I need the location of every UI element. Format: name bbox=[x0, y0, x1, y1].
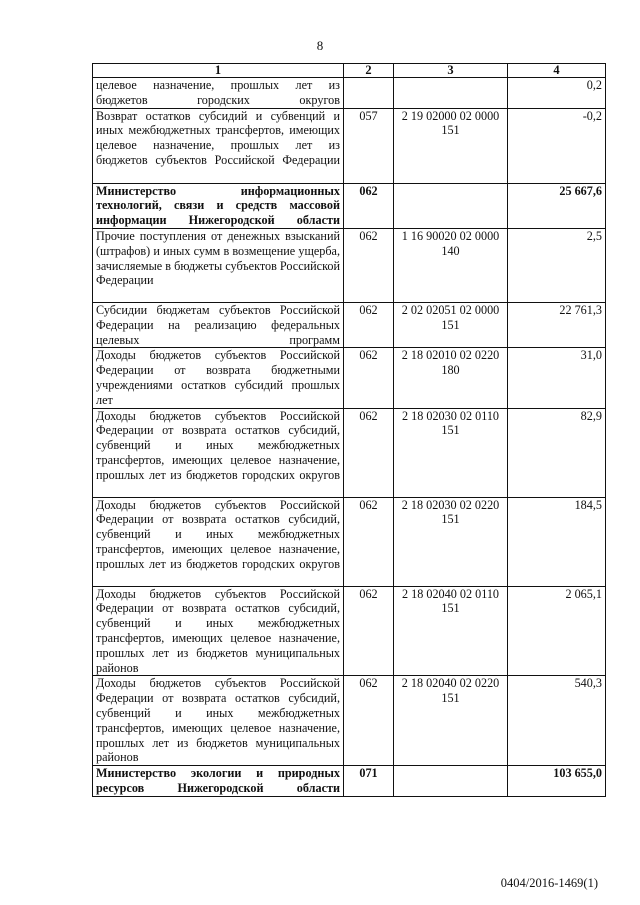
description-cell: Возврат остатков субсидий и субвенций и иных межбюджетных трансфертов, имеющих целевое назначение, прошлых лет из бюджетов субъектов Российской Федерации bbox=[93, 108, 344, 183]
amount-cell: 22 761,3 bbox=[508, 302, 606, 347]
admin-code-cell: 062 bbox=[344, 408, 394, 497]
column-header-1: 1 bbox=[93, 64, 344, 78]
description-cell: Доходы бюджетов субъектов Российской Федерации от возврата остатков субсидий, субвенций и иных межбюджетных трансфертов, имеющих целевое назначение, прошлых лет из бюджетов городских округов bbox=[93, 497, 344, 586]
table-row bbox=[93, 78, 606, 109]
column-header-3: 3 bbox=[394, 64, 508, 78]
amount-cell: 0,2 bbox=[508, 78, 606, 109]
admin-code-cell: 062 bbox=[344, 497, 394, 586]
amount-cell: 2 065,1 bbox=[508, 586, 606, 676]
budget-code-cell: 2 18 02010 02 0220 180 bbox=[394, 348, 508, 408]
amount-cell: 184,5 bbox=[508, 497, 606, 586]
table-header-row bbox=[93, 64, 606, 78]
budget-table bbox=[92, 63, 606, 797]
admin-code-cell: 062 bbox=[344, 302, 394, 347]
admin-code-cell: 062 bbox=[344, 586, 394, 676]
description-cell: Министерство информационных технологий, связи и средств массовой информации Нижегородской области bbox=[93, 183, 344, 228]
table-row bbox=[93, 676, 606, 766]
budget-code-cell bbox=[394, 183, 508, 228]
budget-code-cell: 2 18 02040 02 0110 151 bbox=[394, 586, 508, 676]
admin-code-cell: 062 bbox=[344, 348, 394, 408]
budget-code-cell bbox=[394, 78, 508, 109]
admin-code-cell: 071 bbox=[344, 766, 394, 797]
budget-code-cell: 2 18 02030 02 0220 151 bbox=[394, 497, 508, 586]
budget-code-cell: 2 18 02040 02 0220 151 bbox=[394, 676, 508, 766]
admin-code-cell: 062 bbox=[344, 228, 394, 302]
admin-code-cell: 062 bbox=[344, 183, 394, 228]
budget-code-cell: 2 02 02051 02 0000 151 bbox=[394, 302, 508, 347]
budget-code-cell: 2 18 02030 02 0110 151 bbox=[394, 408, 508, 497]
table-row bbox=[93, 108, 606, 183]
admin-code-cell: 057 bbox=[344, 108, 394, 183]
description-cell: Доходы бюджетов субъектов Российской Федерации от возврата остатков субсидий, субвенций и иных межбюджетных трансфертов, имеющих целевое назначение, прошлых лет из бюджетов муниципальных районов bbox=[93, 676, 344, 766]
table-row bbox=[93, 348, 606, 408]
table-body bbox=[93, 78, 606, 797]
budget-code-cell bbox=[394, 766, 508, 797]
description-cell: Субсидии бюджетам субъектов Российской Федерации на реализацию федеральных целевых программ bbox=[93, 302, 344, 347]
table-row bbox=[93, 766, 606, 797]
amount-cell: 31,0 bbox=[508, 348, 606, 408]
description-cell: Доходы бюджетов субъектов Российской Федерации от возврата остатков субсидий, субвенций и иных межбюджетных трансфертов, имеющих целевое назначение, прошлых лет из бюджетов городских округов bbox=[93, 408, 344, 497]
amount-cell: 103 655,0 bbox=[508, 766, 606, 797]
column-header-2: 2 bbox=[344, 64, 394, 78]
column-header-4: 4 bbox=[508, 64, 606, 78]
table-row bbox=[93, 228, 606, 302]
table-row bbox=[93, 586, 606, 676]
description-cell: Доходы бюджетов субъектов Российской Федерации от возврата остатков субсидий, субвенций и иных межбюджетных трансфертов, имеющих целевое назначение, прошлых лет из бюджетов муниципальных районов bbox=[93, 586, 344, 676]
table-row bbox=[93, 497, 606, 586]
admin-code-cell bbox=[344, 78, 394, 109]
amount-cell: 540,3 bbox=[508, 676, 606, 766]
amount-cell: 82,9 bbox=[508, 408, 606, 497]
description-cell: Доходы бюджетов субъектов Российской Федерации от возврата бюджетными учреждениями остатков субсидий прошлых лет bbox=[93, 348, 344, 408]
table-row bbox=[93, 302, 606, 347]
description-cell: целевое назначение, прошлых лет из бюджетов городских округов bbox=[93, 78, 344, 109]
table-row bbox=[93, 408, 606, 497]
document-footer-code: 0404/2016-1469(1) bbox=[500, 876, 598, 890]
page-number: 8 bbox=[316, 38, 324, 53]
description-cell: Министерство экологии и природных ресурсов Нижегородской области bbox=[93, 766, 344, 797]
amount-cell: -0,2 bbox=[508, 108, 606, 183]
description-cell: Прочие поступления от денежных взысканий (штрафов) и иных сумм в возмещение ущерба, зачисляемые в бюджеты субъектов Российской Федерации bbox=[93, 228, 344, 302]
budget-code-cell: 1 16 90020 02 0000 140 bbox=[394, 228, 508, 302]
amount-cell: 25 667,6 bbox=[508, 183, 606, 228]
budget-code-cell: 2 19 02000 02 0000 151 bbox=[394, 108, 508, 183]
admin-code-cell: 062 bbox=[344, 676, 394, 766]
amount-cell: 2,5 bbox=[508, 228, 606, 302]
table-row bbox=[93, 183, 606, 228]
